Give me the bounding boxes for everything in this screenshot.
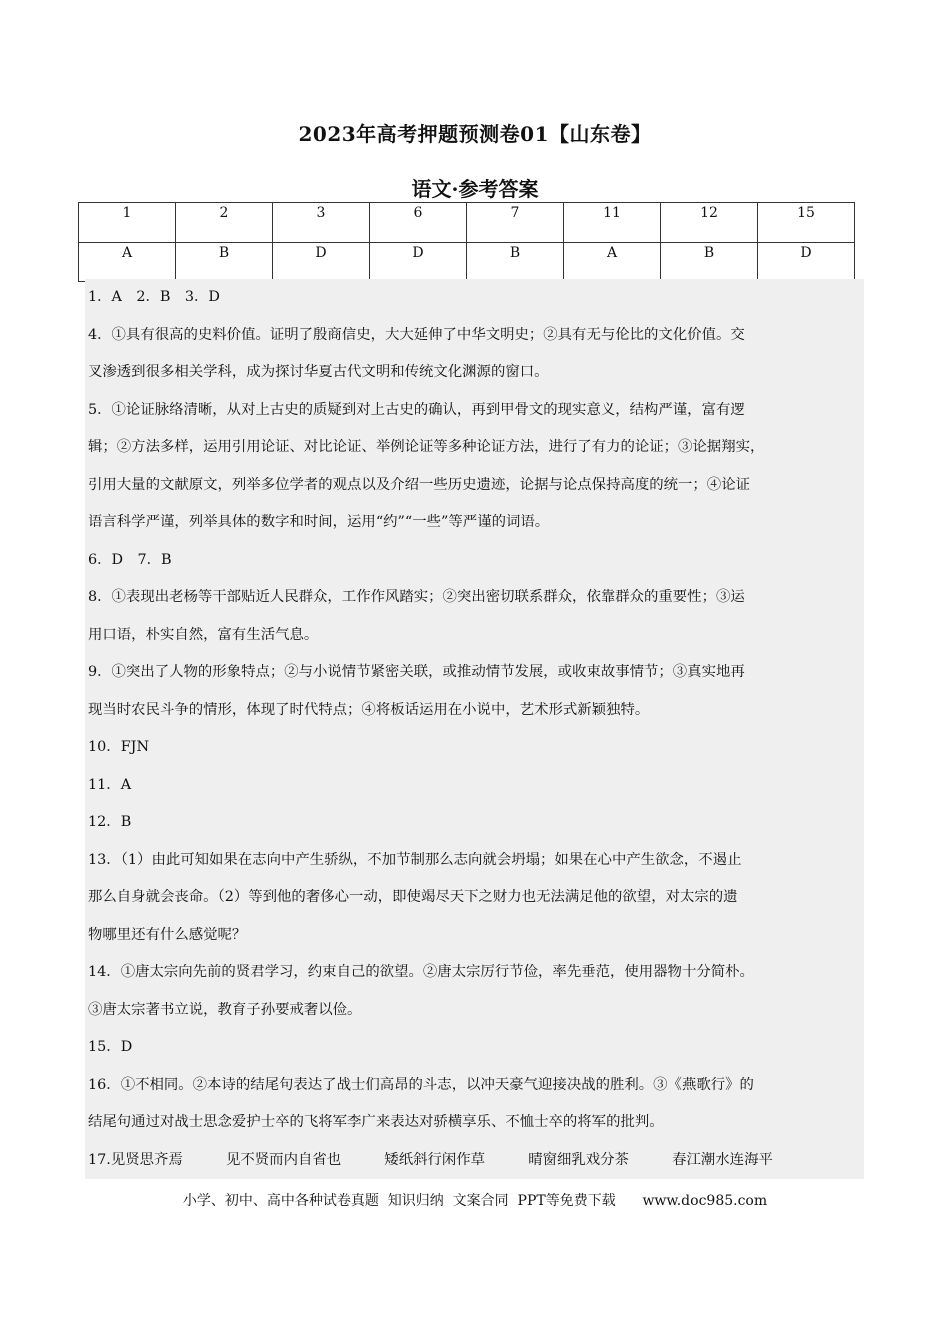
answer-table-value-row [79, 243, 855, 282]
answer-line: 那么自身就会丧命。（2）等到他的奢侈心一动，即使竭尽天下之财力也无法满足他的欲望，对太宗的遗 [88, 889, 738, 905]
question-number-cell: 3 [273, 203, 370, 243]
question-number-cell: 12 [661, 203, 758, 243]
page-subtitle: 语文·参考答案 [411, 177, 539, 201]
answer-line: 15．D [88, 1039, 133, 1055]
answer-line: 用口语，朴实自然，富有生活气息。 [88, 626, 319, 643]
answer-line: 17.见贤思齐焉 见不贤而内自省也 矮纸斜行闲作草 晴窗细乳戏分茶 春江潮水连海平 [88, 1151, 773, 1168]
answer-line: 12．B [88, 814, 132, 830]
answer-cell: B [661, 243, 758, 282]
answer-line: 5．①论证脉络清晰，从对上古史的质疑到对上古史的确认，再到甲骨文的现实意义，结构严谨，富有逻 [88, 401, 745, 418]
answer-line: ③唐太宗著书立说，教育子孙要戒奢以俭。 [88, 1001, 362, 1018]
answer-cell: D [370, 243, 467, 282]
answer-cell: B [176, 243, 273, 282]
answer-line: 11．A [88, 776, 132, 793]
answer-line: 引用大量的文献原文，列举多位学者的观点以及介绍一些历史遗迹，论据与论点保持高度的统一；④论证 [88, 476, 750, 493]
answer-cell: A [79, 243, 176, 282]
answer-line: 16．①不相同。②本诗的结尾句表达了战士们高昂的斗志，以冲天豪气迎接决战的胜利。③《燕歌行》的 [88, 1076, 754, 1093]
answer-cell: A [564, 243, 661, 282]
answer-cell: D [758, 243, 855, 282]
answer-line: 4．①具有很高的史料价值。证明了殷商信史，大大延伸了中华文明史；②具有无与伦比的文化价值。交 [88, 326, 745, 343]
answer-line: 物哪里还有什么感觉呢？ [88, 926, 247, 943]
page-footer: 小学、初中、高中各种试卷真题 知识归纳 文案合同 PPT等免费下载 www.doc985.com [182, 1193, 768, 1209]
answer-table-header-row [79, 203, 855, 243]
question-number-cell: 2 [176, 203, 273, 243]
question-number-cell: 7 [467, 203, 564, 243]
question-number-cell: 1 [79, 203, 176, 243]
page-title: 2023年高考押题预测卷01【山东卷】 [298, 122, 652, 146]
answer-line: 8．①表现出老杨等干部贴近人民群众，工作作风踏实；②突出密切联系群众，依靠群众的重要性；③运 [88, 589, 745, 605]
answer-line: 10．FJN [88, 739, 150, 755]
answer-line: 6．D 7．B [88, 551, 172, 568]
question-number-cell: 15 [758, 203, 855, 243]
answer-line: 语言科学严谨，列举具体的数字和时间，运用“约”“一些”等严谨的词语。 [88, 514, 550, 530]
answer-cell: D [273, 243, 370, 282]
answer-line: 1．A 2．B 3．D [88, 289, 220, 305]
answer-line: 9．①突出了人物的形象特点；②与小说情节紧密关联，或推动情节发展，或收束故事情节；③真实地再 [88, 664, 745, 680]
answer-table [78, 202, 855, 282]
answer-line: 现当时农民斗争的情形，体现了时代特点；④将板话运用在小说中，艺术形式新颖独特。 [88, 701, 650, 718]
answer-line: 13．（1）由此可知如果在志向中产生骄纵，不加节制那么志向就会坍塌；如果在心中产生欲念，不遏止 [88, 851, 742, 868]
question-number-cell: 11 [564, 203, 661, 243]
answer-line: 14．①唐太宗向先前的贤君学习，约束自己的欲望。②唐太宗厉行节俭，率先垂范，使用器物十分简朴。 [88, 964, 754, 980]
answer-line: 辑；②方法多样，运用引用论证、对比论证、举例论证等多种论证方法，进行了有力的论证；③论据翔实， [88, 439, 765, 455]
question-number-cell: 6 [370, 203, 467, 243]
answers-body [85, 279, 864, 1179]
answer-line: 叉渗透到很多相关学科，成为探讨华夏古代文明和传统文化渊源的窗口。 [88, 364, 549, 380]
answer-cell: B [467, 243, 564, 282]
answer-line: 结尾句通过对战士思念爱护士卒的飞将军李广来表达对骄横享乐、不恤士卒的将军的批判。 [88, 1114, 664, 1130]
